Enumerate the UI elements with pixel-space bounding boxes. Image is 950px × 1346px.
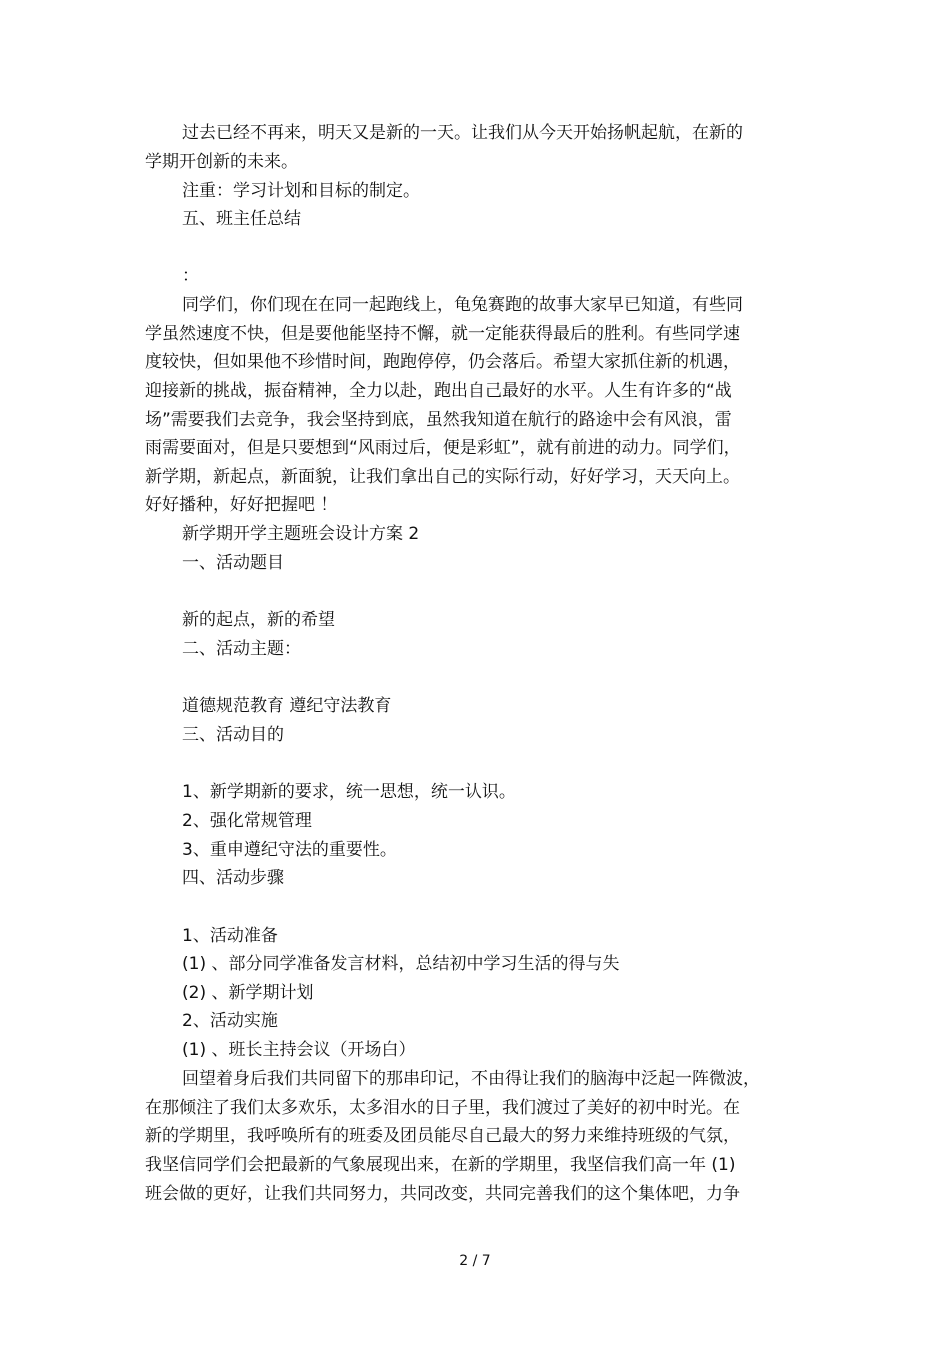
list-item: (2) 、新学期计划 [182,983,314,1003]
section-heading: 二、活动主题： [182,639,301,659]
list-item: (1) 、班长主持会议（开场白） [182,1040,416,1060]
paragraph-line: 度较快，但如果他不珍惜时间，跑跑停停，仍会落后。希望大家抓住新的机遇， [145,352,740,372]
paragraph-line: 学期开创新的未来。 [145,152,298,172]
document-subtitle: 新学期开学主题班会设计方案 2 [182,524,420,544]
paragraph-line: 班会做的更好，让我们共同努力，共同改变，共同完善我们的这个集体吧，力争 [145,1184,740,1204]
paragraph-line: 迎接新的挑战，振奋精神，全力以赴，跑出自己最好的水平。人生有许多的“战 [145,381,732,401]
paragraph-line: 学虽然速度不快，但是要他能坚持不懈，就一定能获得最后的胜利。有些同学速 [145,324,740,344]
section-heading: 一、活动题目 [182,553,284,573]
paragraph-line: 注重：学习计划和目标的制定。 [182,181,420,201]
list-item: 3、重申遵纪守法的重要性。 [182,840,397,860]
paragraph-line: 在那倾注了我们太多欢乐，太多泪水的日子里，我们渡过了美好的初中时光。在 [145,1098,740,1118]
list-item: 2、强化常规管理 [182,811,312,831]
paragraph-line: 道德规范教育 遵纪守法教育 [182,696,392,716]
page-number: 2 / 7 [459,1253,491,1269]
paragraph-line: 好好播种，好好把握吧 ！ [145,495,338,515]
list-item: 1、活动准备 [182,926,278,946]
section-heading: 三、活动目的 [182,725,284,745]
paragraph-line: ： [182,266,199,286]
paragraph-line: 新学期，新起点，新面貌，让我们拿出自己的实际行动，好好学习，天天向上。 [145,467,740,487]
paragraph-line: 雨需要面对，但是只要想到“风雨过后，便是彩虹”，就有前进的动力。同学们， [145,438,741,458]
paragraph-line: 同学们，你们现在在同一起跑线上，龟兔赛跑的故事大家早已知道，有些同 [182,295,743,315]
paragraph-line: 我坚信同学们会把最新的气象展现出来，在新的学期里，我坚信我们高一年 (1) [145,1155,736,1175]
paragraph-line: 回望着身后我们共同留下的那串印记，不由得让我们的脑海中泛起一阵微波， [182,1069,760,1089]
paragraph-line: 新的学期里，我呼唤所有的班委及团员能尽自己最大的努力来维持班级的气氛， [145,1126,740,1146]
list-item: 1、新学期新的要求，统一思想，统一认识。 [182,782,516,802]
paragraph-line: 场”需要我们去竞争，我会坚持到底，虽然我知道在航行的路途中会有风浪，雷 [145,410,732,430]
list-item: (1) 、部分同学准备发言材料，总结初中学习生活的得与失 [182,954,620,974]
paragraph-line: 过去已经不再来，明天又是新的一天。让我们从今天开始扬帆起航，在新的 [182,123,743,143]
paragraph-line: 新的起点，新的希望 [182,610,335,630]
section-heading: 五、班主任总结 [182,209,301,229]
section-heading: 四、活动步骤 [182,868,284,888]
list-item: 2、活动实施 [182,1011,278,1031]
